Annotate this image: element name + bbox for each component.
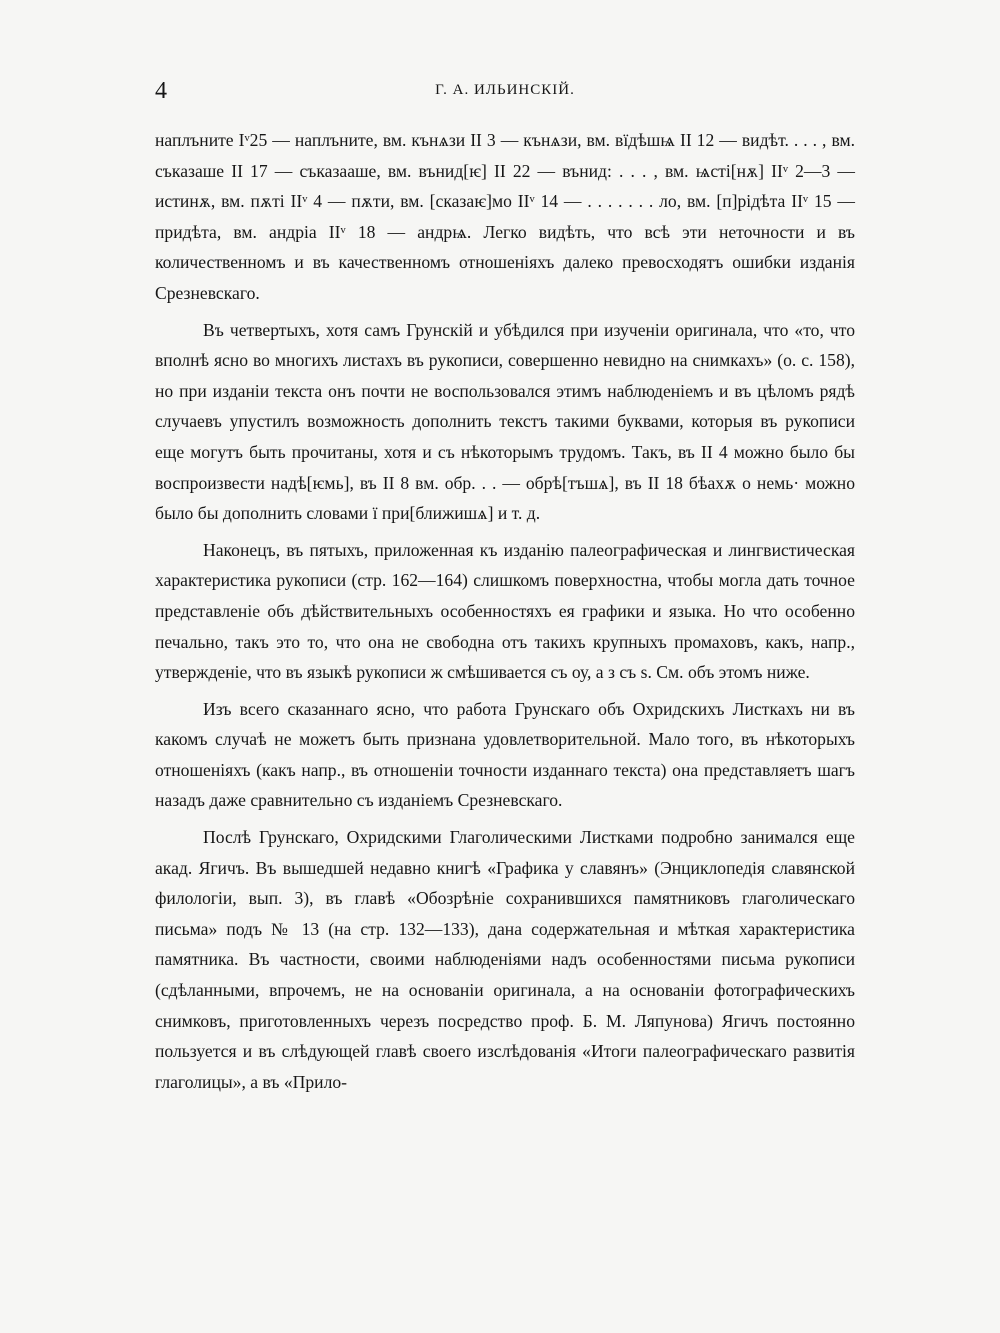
paragraph-4: Изъ всего сказаннаго ясно, что работа Грунскаго объ Охридскихъ Листкахъ ни въ какомъ случаѣ не можетъ быть признана удовлетворительной. Мало того, въ нѣкоторыхъ отношеніяхъ (какъ напр., въ отношеніи точности изданнаго текста) она представляетъ шагъ назадъ даже сравнительно съ изданіемъ Срезневскаго. (155, 698, 855, 811)
body-text (155, 125, 855, 1097)
paragraph-3: Наконецъ, въ пятыхъ, приложенная къ изданію палеографическая и лингвистическая характеристика рукописи (стр. 162—164) слишкомъ поверхностна, чтобы могла дать точное представленіе объ дѣйствительныхъ особенностяхъ ея графики и языка. Но что особенно печально, такъ это то, что она не свободна отъ такихъ крупныхъ промаховъ, какъ, напр., утвержденіе, что въ языкѣ рукописи ж смѣшивается съ оу, а з съ ѕ. См. объ этомъ ниже. (155, 539, 855, 683)
paragraph-2: Въ четвертыхъ, хотя самъ Грунскій и убѣдился при изученіи оригинала, что «то, что вполнѣ ясно во многихъ листахъ въ рукописи, совершенно невидно на снимкахъ» (о. с. 158), но при изданіи текста онъ почти не воспользовался этимъ наблюденіемъ и въ цѣломъ рядѣ случаевъ упустилъ возможность дополнить текстъ такими буквами, которыя въ рукописи еще могутъ быть прочитаны, хотя и съ нѣкоторымъ трудомъ. Такъ, въ II 4 можно было бы воспроизвести надѣ[ѥмь], въ II 8 вм. обр. . . — обрѣ[тъшѧ], въ II 18 бѣахѫ о немь· можно было бы дополнить словами ї при[ближишѧ] и т. д. (155, 319, 855, 524)
paragraph-1: наплъните Iᵛ25 — наплъните, вм. кънѧзи II 3 — кънѧзи, вм. вїдѣшѩ II 12 — видѣт. . . . , вм. съказаше II 17 — съказааше, вм. вънид[ѥ] II 22 — вънид: . . . , вм. ѩсті[нѫ] IIᵛ 2—3 — истинѫ, вм. пѫті IIᵛ 4 — пѫти, вм. [сказаѥ]мо IIᵛ 14 — . . . . . . . ло, вм. [п]рідѣта IIᵛ 15 — придѣта, вм. андріа IIᵛ 18 — андрѩ. Легко видѣть, что всѣ эти неточности и въ количественномъ и въ качественномъ отношеніяхъ далеко превосходятъ ошибки изданія Срезневскаго. (155, 130, 855, 303)
paragraph-5: Послѣ Грунскаго, Охридскими Глаголическими Листками подробно занимался еще акад. Ягичъ. Въ вышедшей недавно книгѣ «Графика у славянъ» (Энциклопедія славянской филологіи, вып. 3), въ главѣ «Обозрѣніе сохранившихся памятниковъ глаголическаго письма» подъ № 13 (на стр. 132—133), дана содержательная и мѣткая характеристика памятника. Въ частности, своими наблюденіями надъ особенностями письма рукописи (сдѣланными, впрочемъ, не на основаніи оригинала, а на основаніи фотографическихъ снимковъ, приготовленныхъ черезъ посредство проф. Б. М. Ляпунова) Ягичъ постоянно пользуется и въ слѣдующей главѣ своего изслѣдованія «Итоги палеографическаго развитія глаголицы», а въ «Прило- (155, 827, 855, 1092)
page-header (155, 78, 855, 108)
page-number: 4 (155, 78, 167, 104)
running-title: Г. А. ИЛЬИНСКІЙ. (435, 82, 575, 98)
